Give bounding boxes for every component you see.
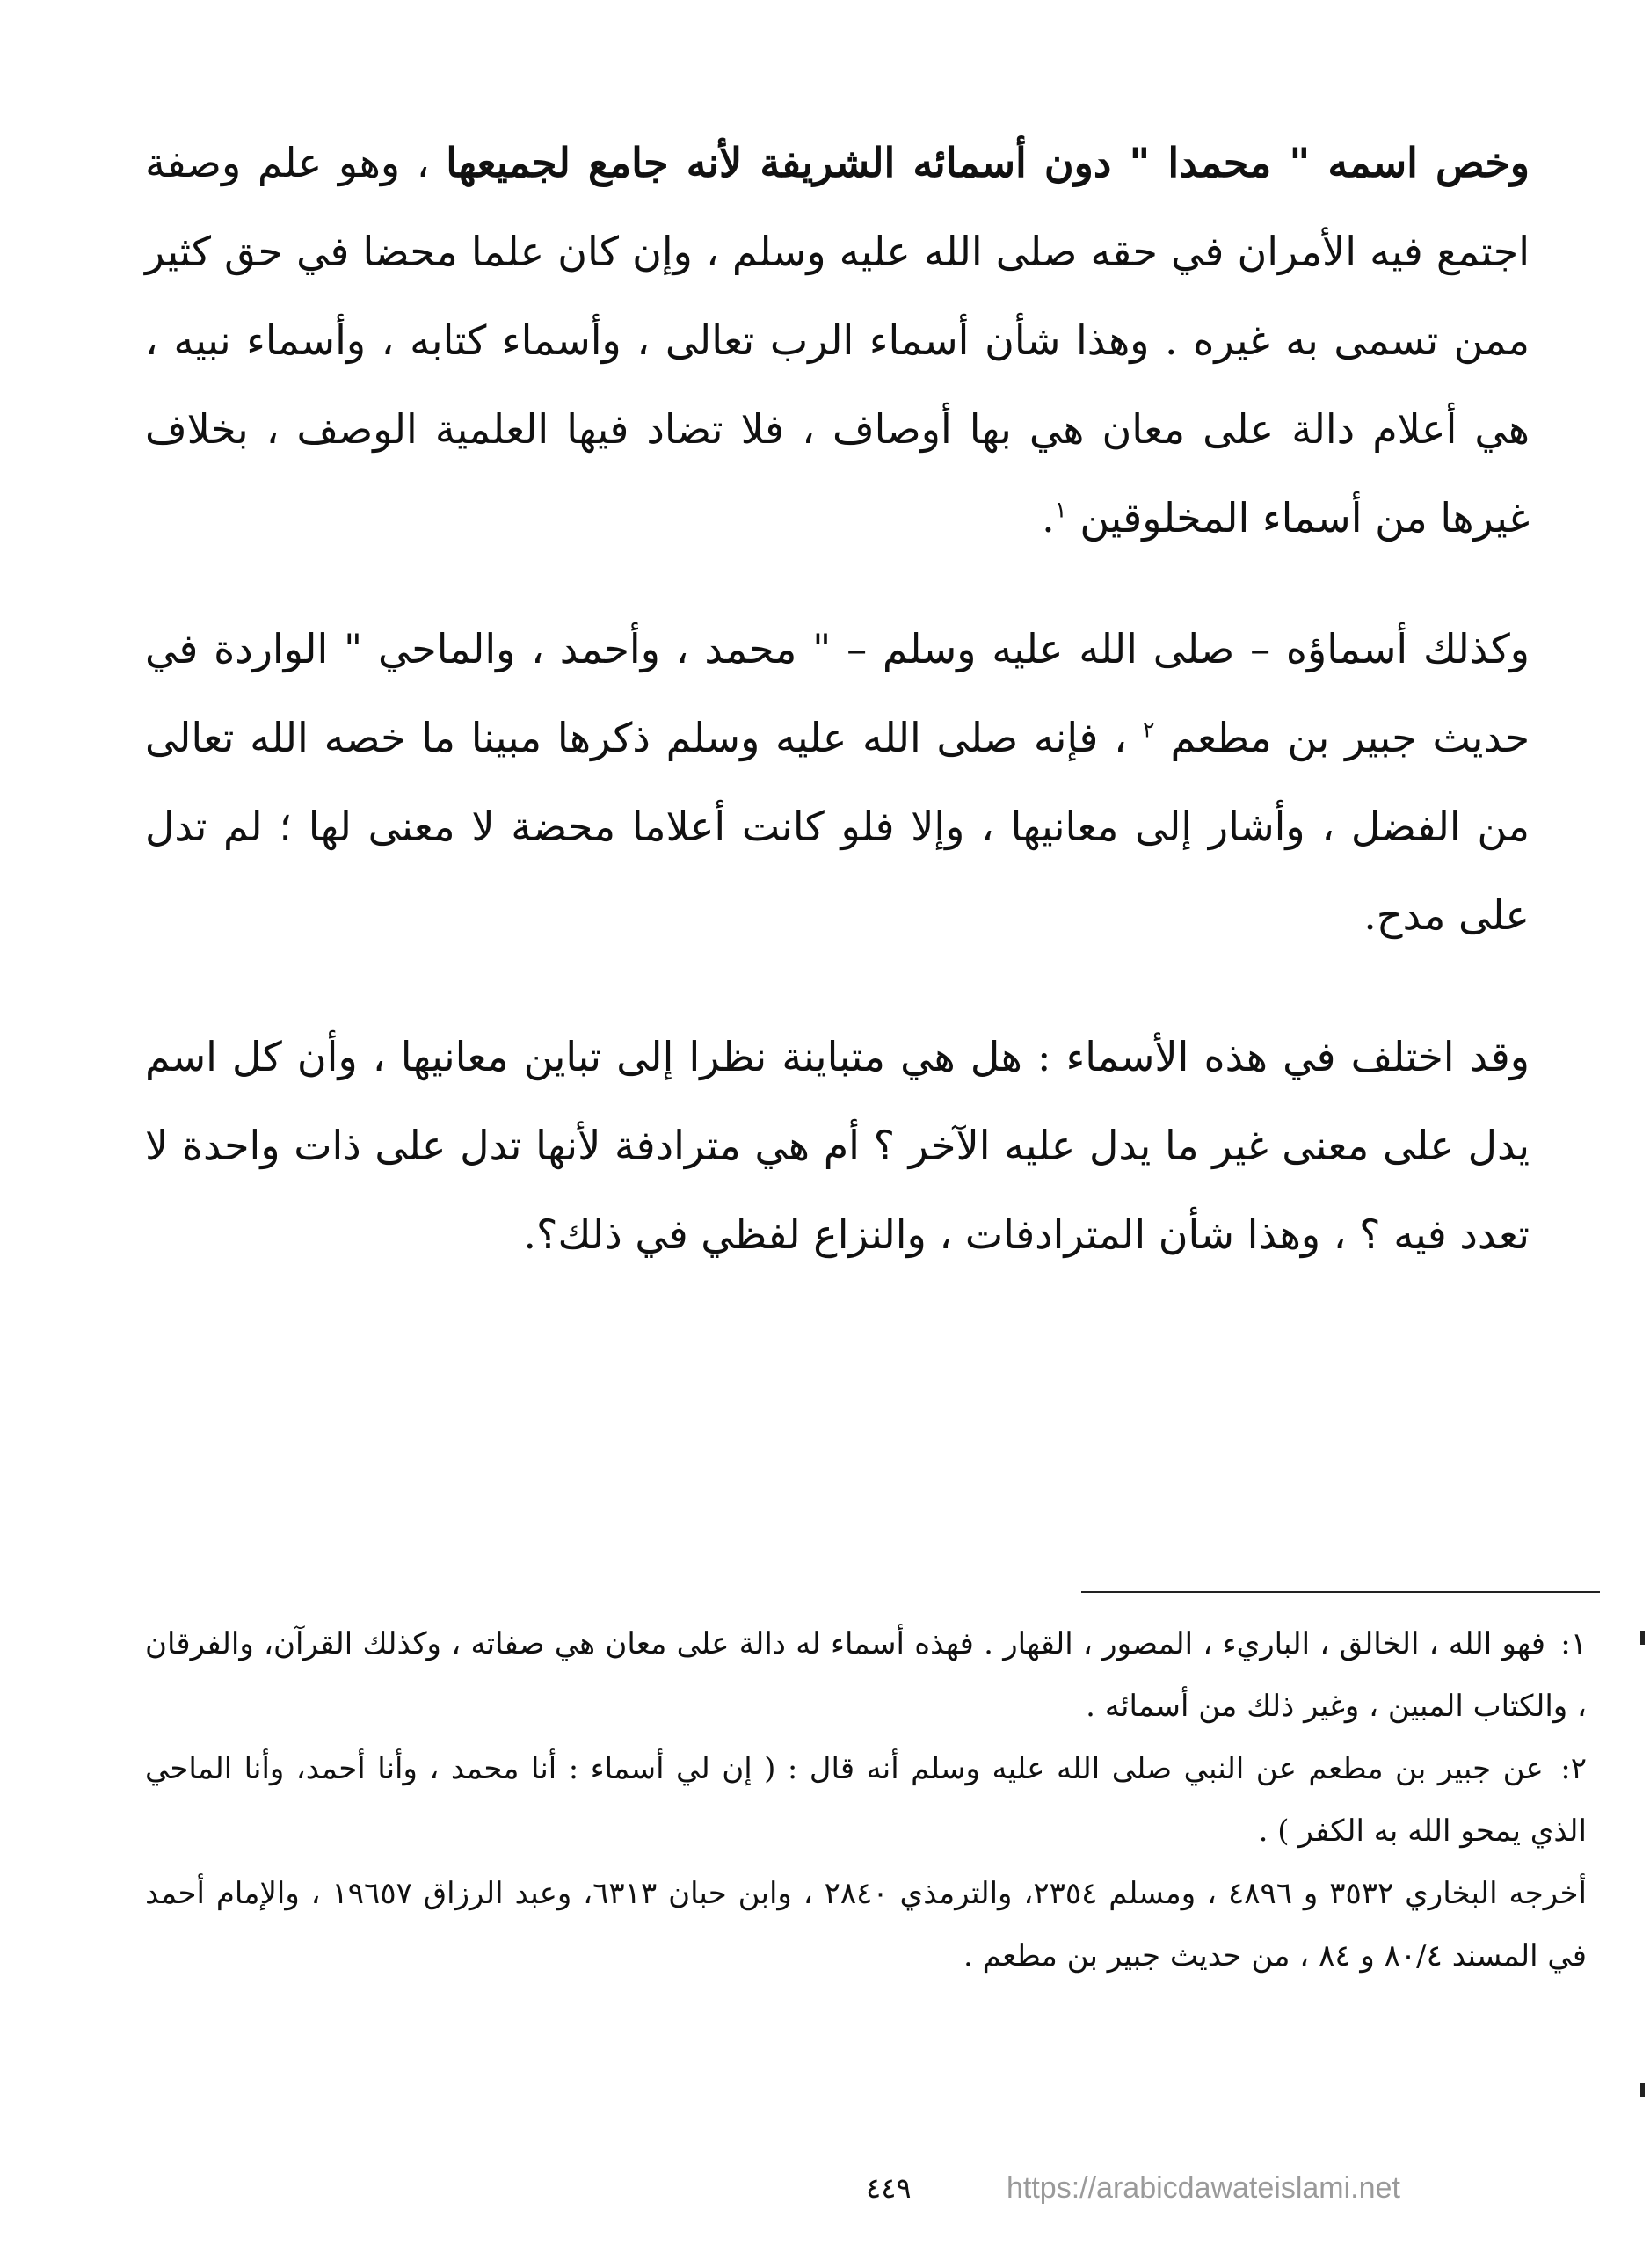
paragraph-1-text: ، وهو علم وصفة اجتمع فيه الأمران في حقه صلى الله عليه وسلم ، وإن كان علما محضا في حق كثير ممن تسمى به غيره . وهذا شأن أسماء الرب تعالى ، وأسماء كتابه ، وأسماء نبيه ، هي أعلام دالة على معان هي بها أوصاف ، فلا تضاد فيها العلمية الوصف ، بخلاف غيرها من أسماء المخلوقين: [145, 139, 1530, 542]
paragraph-1-lead: وخص اسمه " محمدا " دون أسمائه الشريفة لأنه جامع لجميعها: [446, 139, 1530, 186]
paragraph-2-text-before: وكذلك أسماؤه – صلى الله عليه وسلم – " محمد ، وأحمد ، والماحي " الواردة في حديث جبير بن مطعم: [145, 625, 1530, 761]
footnote-2-text: عن جبير بن مطعم عن النبي صلى الله عليه وسلم أنه قال : ( إن لي أسماء : أنا محمد ، وأنا أحمد، وأنا الماحي الذي يمحو الله به الكفر ) .: [145, 1751, 1587, 1849]
footnote-divider: [1081, 1591, 1600, 1593]
footnote-2-number: ٢:: [1560, 1751, 1588, 1786]
footnote-1-number: ١:: [1560, 1626, 1587, 1661]
paragraph-3: [145, 1013, 1530, 1279]
footnote-1-text: فهو الله ، الخالق ، الباريء ، المصور ، القهار . فهذه أسماء له دالة على معان هي صفاته ، وكذلك القرآن، والفرقان ، والكتاب المبين ، وغير ذلك من أسمائه .: [145, 1626, 1587, 1724]
watermark-link[interactable]: https://arabicdawateislami.net: [1007, 2171, 1400, 2205]
paragraph-2: [145, 605, 1530, 960]
footnote-2-source: [145, 1863, 1587, 1988]
paragraph-3-text: وقد اختلف في هذه الأسماء : هل هي متباينة نظرا إلى تباين معانيها ، وأن كل اسم يدل على معنى غير ما يدل عليه الآخر ؟ أم هي مترادفة لأنها تدل على ذات واحدة لا تعدد فيه ؟ ، وهذا شأن المترادفات ، والنزاع لفظي في ذلك؟.: [145, 1033, 1530, 1258]
paragraph-1-end: .: [1042, 494, 1055, 542]
paragraph-1: [145, 119, 1530, 563]
footnote-2: [145, 1738, 1587, 1863]
scan-mark: [1640, 2083, 1645, 2097]
footnote-ref-1[interactable]: ١: [1054, 497, 1067, 524]
paragraph-2-text-after: ، فإنه صلى الله عليه وسلم ذكرها مبينا ما خصه الله تعالى من الفضل ، وأشار إلى معانيها ، وإلا فلو كانت أعلاما محضة لا معنى لها ؛ لم تدل على مدح.: [145, 714, 1530, 939]
footnote-ref-2[interactable]: ٢: [1142, 716, 1155, 744]
page-number: ٤٤٩: [866, 2171, 912, 2205]
footnote-2-source-text: أخرجه البخاري ٣٥٣٢ و ٤٨٩٦ ، ومسلم ٢٣٥٤، والترمذي ٢٨٤٠ ، وابن حبان ٦٣١٣، وعبد الرزاق ١٩٦٥٧ ، والإمام أحمد في المسند ٨٠/٤ و ٨٤ ، من حديث جبير بن مطعم .: [145, 1876, 1587, 1974]
main-text: [145, 119, 1530, 1279]
footnotes: [145, 1613, 1587, 1988]
footnote-1: [145, 1613, 1587, 1738]
scan-mark: [1640, 1631, 1645, 1645]
